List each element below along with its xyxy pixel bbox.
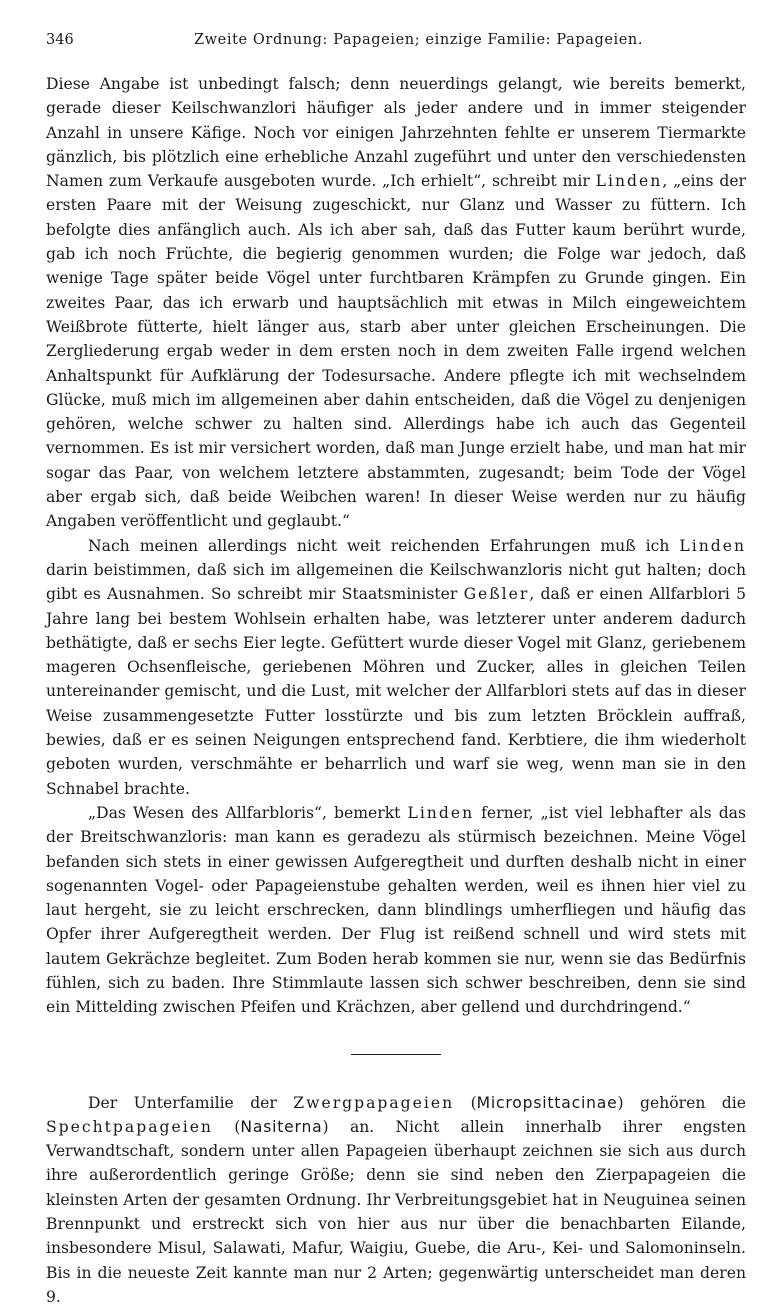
- text-run: Nach meinen allerdings nicht weit reichenden Erfahrungen muß ich: [88, 536, 680, 555]
- author-name: Linden: [679, 536, 746, 555]
- book-page: [46, 28, 746, 1309]
- text-run: (: [454, 1093, 477, 1112]
- subfamily-latin-name: Micropsittacinae: [476, 1093, 618, 1112]
- subfamily-name: Zwergpapageien: [293, 1093, 455, 1112]
- running-title: Zweite Ordnung: Papageien; einzige Familie: Papageien.: [194, 32, 644, 48]
- text-run: ) gehören die: [617, 1093, 746, 1112]
- author-name: Linden: [595, 172, 663, 191]
- body-text: [46, 72, 746, 1309]
- text-run: , daß er einen Allfarblori 5 Jahre lang bei bestem Wohlsein erhalten habe, was letzterer unter anderem dadurch bethätigte, daß er sechs Eier legte. Gefüttert wurde dieser Vogel mit Glanz, geriebenem mageren Ochsenfleische, geriebenen Möhren und Zucker, alles in gleichen Teilen untereinander gemischt, und die Lust, mit welcher der Allfarblori stets auf das in dieser Weise zusammengesetzte Futter losstürzte und bis zum letzten Bröcklein auffraß, bewies, daß er es seinen Neigungen entsprechend fand. Kerbtiere, die ihm wiederholt geboten wurden, verschmähte er beharrlich und warf sie weg, wenn man sie in den Schnabel brachte.: [46, 585, 746, 798]
- text-run: Der Unterfamilie der: [88, 1093, 294, 1112]
- page-number: 346: [46, 32, 74, 48]
- text-run: ferner, „ist viel lebhafter als das der Breitschwanzloris: man kann es geradezu als stürmisch bezeichnen. Meine Vögel befanden sich stets in einer gewissen Aufgeregtheit und durften deshalb nicht in einer sogenannten Vogel- oder Papageienstube gehalten werden, weil es ihnen hier viel zu laut hergeht, sie zu leicht erschrecken, dann blindlings umherfliegen und häufig das Opfer ihrer Aufgeregtheit werden. Der Flug ist reißend schnell und wird stets mit lautem Gekrächze begleitet. Zum Boden herab kommen sie nur, wenn sie das Bedürfnis fühlen, sich zu baden. Ihre Stimmlaute lassen sich schwer beschreiben, denn sie sind ein Mittelding zwischen Pfeifen und Krächzen, aber gellend und durchdringend.“: [46, 803, 746, 1017]
- genus-latin-name: Nasiterna: [240, 1117, 323, 1136]
- text-run: darin beistimmen, daß sich im allgemeinen die Keilschwanzloris nicht gut halten; doch gibt es Ausnahmen. So schreibt mir Staatsminister: [46, 560, 746, 604]
- author-name: Linden: [407, 803, 475, 822]
- author-name: Geßler: [463, 585, 530, 604]
- section-divider: [351, 1054, 441, 1055]
- text-run: „Das Wesen des Allfarbloris“, bemerkt: [88, 803, 408, 822]
- text-run: ) an. Nicht allein innerhalb ihrer engsten Verwandtschaft, sondern unter allen Papageien überhaupt zeichnen sie sich aus durch ihre außerordentlich geringe Größe; denn sie sind neben den Zierpapageien die kleinsten Arten der gesamten Ordnung. Ihr Verbreitungsgebiet hat in Neuguinea seinen Brennpunkt und erstreckt sich von hier aus nur über die benachbarten Eilande, insbesondere Misul, Salawati, Mafur, Waigiu, Guebe, die Aru-, Kei- und Salomoninseln. Bis in die neueste Zeit kannte man nur 2 Arten; gegenwärtig unterscheidet man deren 9.: [46, 1117, 747, 1306]
- running-head: [46, 28, 746, 52]
- paragraph-3: [46, 801, 746, 1020]
- text-run: Diese Angabe ist unbedingt falsch; denn neuerdings gelangt, wie bereits bemerkt, gerade dieser Keilschwanzlori häufiger als jeder andere und in immer steigender Anzahl in unsere Käfige. Noch vor einigen Jahrzehnten fehlte er unserem Tiermarkte gänzlich, bis plötzlich eine erhebliche Anzahl zugeführt und unter den verschiedensten Namen zum Verkaufe ausgeboten wurde. „Ich erhielt“, schreibt mir: [46, 75, 746, 191]
- text-run: (: [212, 1117, 241, 1136]
- paragraph-1: [46, 72, 746, 534]
- paragraph-2: [46, 534, 746, 801]
- text-run: , „eins der ersten Paare mit der Weisung zugeschickt, nur Glanz und Wasser zu füttern. Ich befolgte dies anfänglich auch. Als ich aber sah, daß das Futter kaum berührt wurde, gab ich noch Früchte, die begierig genommen wurden; die Folge war jedoch, daß wenige Tage später beide Vögel unter furchtbaren Krämpfen zu Grunde gingen. Ein zweites Paar, das ich erwarb und hauptsächlich mit etwas in Milch eingeweichtem Weißbrote fütterte, hielt länger aus, starb aber unter gleichen Erscheinungen. Die Zergliederung ergab weder in dem ersten noch in dem zweiten Falle irgend welchen Anhaltspunkt für Aufklärung der Todesursache. Andere pflegte ich mit wechselndem Glücke, muß mich im allgemeinen aber dahin entscheiden, daß die Vögel zu denjenigen gehören, welche schwer zu halten sind. Allerdings habe ich auch das Gegenteil vernommen. Es ist mir versichert worden, daß man Junge erzielt habe, und man hat mir sogar das Paar, von welchem letztere abstammten, zugesandt; beim Tode der Vögel aber ergab sich, daß beide Weibchen waren! In dieser Weise werden nur zu häufig Angaben veröffentlicht und geglaubt.“: [46, 172, 747, 531]
- genus-name: Spechtpapageien: [46, 1117, 213, 1136]
